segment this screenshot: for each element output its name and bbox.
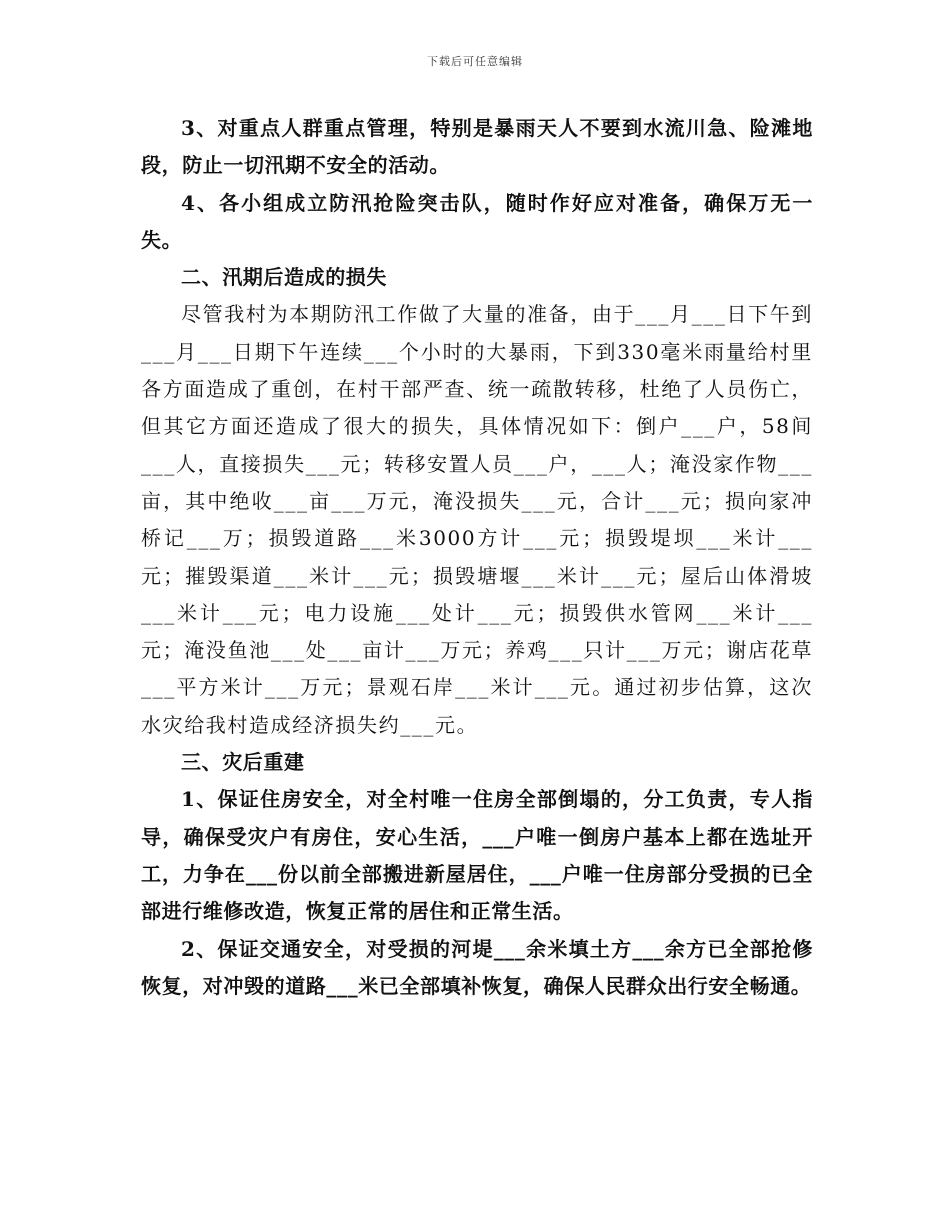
paragraph-loss-details: 尽管我村为本期防汛工作做了大量的准备，由于___月___日下午到___月___日期下午连续___个小时的大暴雨，下到330毫米雨量给村里各方面造成了重创，在村干部严查、统一疏散转移，杜绝了人员伤亡，但其它方面还造成了很大的损失，具体情况如下：倒户___户，58间___人，直接损失___元；转移安置人员___户，___人；淹没家作物___亩，其中绝收___亩___万元，淹没损失___元，合计___元；损向家冲桥记___万；损毁道路___米3000方计___元；损毁堤坝___米计___元；摧毁渠道___米计___元；损毁塘堰___米计___元；屋后山体滑坡___米计___元；电力设施___处计___元；损毁供水管网___米计___元；淹没鱼池___处___亩计___万元；养鸡___只计___万元；谢店花草___平方米计___万元；景观石岸___米计___元。通过初步估算，这次水灾给我村造成经济损失约___元。 xyxy=(141,302,813,737)
section-heading-reconstruction: 三、灾后重建 xyxy=(181,750,305,775)
document-body xyxy=(141,110,813,1005)
paragraph-traffic-safety: 2、保证交通安全，对受损的河堤___余米填土方___余方已全部抢修恢复，对冲毁的道路___米已全部填补恢复，确保人民群众出行安全畅通。 xyxy=(141,936,813,998)
paragraph-emergency-team: 4、各小组成立防汛抢险突击队，随时作好应对准备，确保万无一失。 xyxy=(141,190,813,252)
page-header: 下载后可任意编辑 xyxy=(427,55,523,68)
section-heading-losses: 二、汛期后造成的损失 xyxy=(181,265,387,290)
paragraph-housing-safety: 1、保证住房安全，对全村唯一住房全部倒塌的，分工负责，专人指导，确保受灾户有房住，安心生活，___户唯一倒房户基本上都在选址开工，力争在___份以前全部搬进新屋居住，___户唯一住房部分受损的已全部进行维修改造，恢复正常的居住和正常生活。 xyxy=(141,787,813,924)
paragraph-key-personnel-management: 3、对重点人群重点管理，特别是暴雨天人不要到水流川急、险滩地段，防止一切汛期不安全的活动。 xyxy=(141,116,813,178)
